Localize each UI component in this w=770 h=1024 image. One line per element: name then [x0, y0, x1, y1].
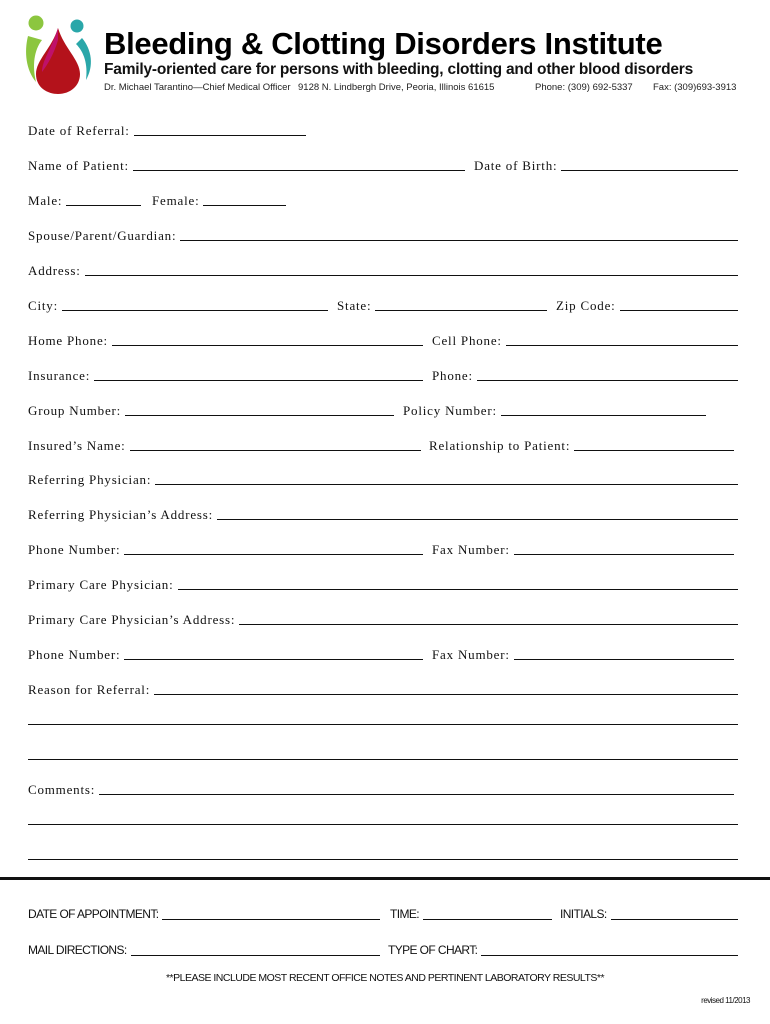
date-of-appointment-label: DATE OF APPOINTMENT:: [28, 907, 159, 921]
referring-fax-label: Fax Number:: [432, 542, 510, 557]
mail-directions-label: MAIL DIRECTIONS:: [28, 943, 127, 957]
primary-address-label: Primary Care Physician’s Address:: [28, 612, 236, 627]
spouse-field[interactable]: [28, 225, 738, 243]
time-line[interactable]: [423, 905, 552, 920]
row-referring-physician: [28, 469, 738, 487]
date-of-referral-field[interactable]: [28, 120, 306, 138]
mail-directions-line[interactable]: [131, 941, 380, 956]
female-line[interactable]: [203, 191, 286, 206]
row-city-state-zip: [28, 295, 738, 313]
group-number-line[interactable]: [125, 401, 394, 416]
institute-phone: Phone: (309) 692-5337: [535, 82, 633, 93]
date-of-birth-line[interactable]: [561, 156, 738, 171]
institute-address: 9128 N. Lindbergh Drive, Peoria, Illinois 61615: [298, 82, 495, 93]
patient-name-label: Name of Patient:: [28, 158, 129, 173]
insurance-phone-line[interactable]: [477, 366, 738, 381]
policy-number-label: Policy Number:: [403, 403, 497, 418]
state-line[interactable]: [375, 296, 547, 311]
cell-phone-field[interactable]: [432, 330, 738, 348]
referring-phone-label: Phone Number:: [28, 542, 121, 557]
row-date-of-referral: [28, 120, 738, 138]
referring-phone-line[interactable]: [124, 540, 423, 555]
address-line[interactable]: [85, 261, 738, 276]
primary-address-line[interactable]: [239, 610, 738, 625]
insurance-phone-field[interactable]: [432, 365, 738, 383]
primary-phone-line[interactable]: [124, 645, 423, 660]
referring-fax-field[interactable]: [432, 539, 734, 557]
row-address: [28, 260, 738, 278]
address-field[interactable]: [28, 260, 738, 278]
insurance-label: Insurance:: [28, 368, 91, 383]
policy-number-field[interactable]: [403, 400, 706, 418]
city-line[interactable]: [62, 296, 328, 311]
spouse-line[interactable]: [180, 226, 738, 241]
state-label: State:: [337, 298, 372, 313]
revision-date: revised 11/2013: [701, 996, 750, 1005]
date-of-birth-label: Date of Birth:: [474, 158, 558, 173]
city-label: City:: [28, 298, 59, 313]
relationship-field[interactable]: [429, 435, 734, 453]
institute-subtitle: Family-oriented care for persons with bleeding, clotting and other blood disorders: [104, 61, 694, 78]
primary-phone-label: Phone Number:: [28, 647, 121, 662]
primary-address-field[interactable]: [28, 609, 738, 627]
row-primary-address: [28, 609, 738, 627]
male-field[interactable]: [28, 190, 141, 208]
referring-address-field[interactable]: [28, 504, 738, 522]
section-divider: [0, 877, 770, 880]
group-number-field[interactable]: [28, 400, 394, 418]
type-of-chart-line[interactable]: [481, 941, 738, 956]
row-reason: [28, 679, 738, 697]
comments-field[interactable]: [28, 779, 734, 797]
primary-physician-line[interactable]: [178, 575, 739, 590]
reason-field[interactable]: [28, 679, 738, 697]
institute-title: Bleeding & Clotting Disorders Institute: [104, 26, 663, 61]
row-referring-phone-fax: [28, 539, 738, 557]
initials-field[interactable]: [560, 904, 738, 922]
row-phones: [28, 330, 738, 348]
spouse-label: Spouse/Parent/Guardian:: [28, 228, 177, 243]
comments-line[interactable]: [99, 780, 734, 795]
relationship-line[interactable]: [574, 436, 734, 451]
cell-phone-label: Cell Phone:: [432, 333, 502, 348]
primary-fax-label: Fax Number:: [432, 647, 510, 662]
date-of-birth-field[interactable]: [474, 155, 738, 173]
male-label: Male:: [28, 193, 63, 208]
male-line[interactable]: [66, 191, 141, 206]
referring-physician-field[interactable]: [28, 469, 738, 487]
insurance-phone-label: Phone:: [432, 368, 473, 383]
time-field[interactable]: [390, 904, 552, 922]
referring-physician-line[interactable]: [155, 470, 738, 485]
institute-fax: Fax: (309)693-3913: [653, 82, 737, 93]
primary-phone-field[interactable]: [28, 644, 423, 662]
female-field[interactable]: [152, 190, 286, 208]
patient-name-field[interactable]: [28, 155, 465, 173]
reason-label: Reason for Referral:: [28, 682, 151, 697]
female-label: Female:: [152, 193, 200, 208]
reason-line-3[interactable]: [28, 745, 738, 760]
primary-fax-field[interactable]: [432, 644, 734, 662]
cell-phone-line[interactable]: [506, 331, 738, 346]
patient-name-line[interactable]: [133, 156, 465, 171]
institute-logo: [22, 14, 102, 96]
logo-green-figure-head: [29, 16, 44, 31]
initials-line[interactable]: [611, 905, 738, 920]
type-of-chart-label: TYPE OF CHART:: [388, 943, 478, 957]
row-insurance: [28, 365, 738, 383]
row-mail-chart: [28, 940, 738, 958]
referring-physician-label: Referring Physician:: [28, 472, 152, 487]
row-primary-phone-fax: [28, 644, 738, 662]
type-of-chart-field[interactable]: [388, 940, 738, 958]
time-label: TIME:: [390, 907, 419, 921]
row-patient-name: [28, 155, 738, 173]
include-notes-instruction: **PLEASE INCLUDE MOST RECENT OFFICE NOTES AND PERTINENT LABORATORY RESULTS**: [165, 972, 605, 984]
referring-address-label: Referring Physician’s Address:: [28, 507, 214, 522]
mail-directions-field[interactable]: [28, 940, 380, 958]
insured-name-line[interactable]: [130, 436, 421, 451]
referring-address-line[interactable]: [217, 505, 738, 520]
row-comments: [28, 779, 738, 797]
insurance-field[interactable]: [28, 365, 423, 383]
primary-physician-label: Primary Care Physician:: [28, 577, 174, 592]
zip-field[interactable]: [556, 295, 738, 313]
primary-physician-field[interactable]: [28, 574, 738, 592]
row-gender: [28, 190, 738, 208]
row-primary-physician: [28, 574, 738, 592]
group-number-label: Group Number:: [28, 403, 122, 418]
home-phone-line[interactable]: [112, 331, 423, 346]
comments-label: Comments:: [28, 782, 96, 797]
comments-line-3[interactable]: [28, 845, 738, 860]
row-appointment: [28, 904, 738, 922]
chief-medical-officer: Dr. Michael Tarantino—Chief Medical Officer: [104, 82, 291, 93]
reason-line[interactable]: [154, 680, 738, 695]
relationship-label: Relationship to Patient:: [429, 438, 571, 453]
home-phone-label: Home Phone:: [28, 333, 108, 348]
row-insured: [28, 435, 738, 453]
referring-phone-field[interactable]: [28, 539, 423, 557]
insured-name-field[interactable]: [28, 435, 421, 453]
state-field[interactable]: [337, 295, 547, 313]
address-label: Address:: [28, 263, 81, 278]
insured-name-label: Insured’s Name:: [28, 438, 126, 453]
reason-line-2[interactable]: [28, 710, 738, 725]
city-field[interactable]: [28, 295, 328, 313]
comments-line-2[interactable]: [28, 810, 738, 825]
home-phone-field[interactable]: [28, 330, 423, 348]
primary-fax-line[interactable]: [514, 645, 734, 660]
row-group-policy: [28, 400, 738, 418]
referring-fax-line[interactable]: [514, 540, 734, 555]
logo-teal-figure-head: [71, 20, 84, 33]
date-of-referral-line[interactable]: [134, 121, 306, 136]
insurance-line[interactable]: [94, 366, 423, 381]
zip-label: Zip Code:: [556, 298, 616, 313]
policy-number-line[interactable]: [501, 401, 706, 416]
date-of-referral-label: Date of Referral:: [28, 123, 130, 138]
row-spouse: [28, 225, 738, 243]
date-of-appointment-line[interactable]: [162, 905, 380, 920]
zip-line[interactable]: [620, 296, 738, 311]
date-of-appointment-field[interactable]: [28, 904, 380, 922]
initials-label: INITIALS:: [560, 907, 607, 921]
row-referring-address: [28, 504, 738, 522]
